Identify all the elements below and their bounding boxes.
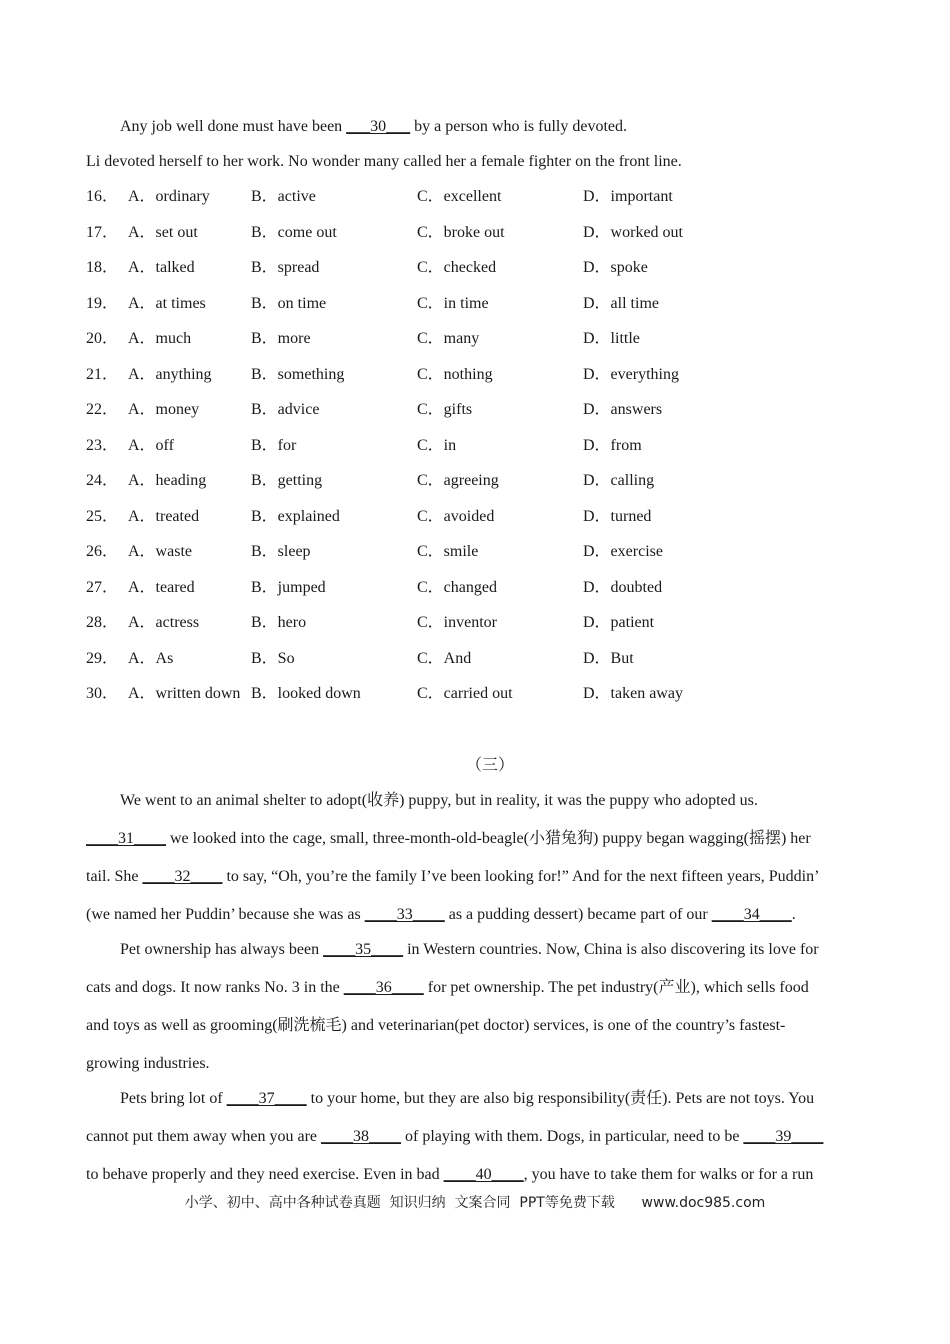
option-d: D．everything bbox=[583, 366, 679, 383]
option-a: A．ordinary bbox=[128, 188, 210, 205]
passage-line: We went to an animal shelter to adopt(收养) puppy, but in reality, it was the puppy who adopted us. bbox=[120, 792, 758, 809]
question-row bbox=[86, 507, 866, 527]
question-number: 26． bbox=[86, 543, 119, 560]
option-a: A．actress bbox=[128, 614, 200, 631]
text: in Western countries. Now, China is also discovering its love for bbox=[403, 941, 819, 958]
question-number: 16． bbox=[86, 188, 119, 205]
option-b: B．getting bbox=[251, 472, 323, 489]
option-c: C．gifts bbox=[417, 401, 473, 418]
option-c: C．in bbox=[417, 437, 457, 454]
blank-34: ____34____ bbox=[711, 906, 792, 923]
option-b: B．spread bbox=[251, 259, 320, 276]
section-title: （三） bbox=[465, 757, 514, 774]
option-d: D．turned bbox=[583, 508, 652, 525]
option-a: A．set out bbox=[128, 224, 198, 241]
text: by a person who is fully devoted. bbox=[410, 118, 628, 135]
option-d: D．worked out bbox=[583, 224, 683, 241]
option-c: C．carried out bbox=[417, 685, 513, 702]
passage-line bbox=[86, 1165, 813, 1185]
passage-line bbox=[86, 978, 809, 998]
question-row bbox=[86, 684, 866, 704]
option-d: D．all time bbox=[583, 295, 659, 312]
option-c: C．broke out bbox=[417, 224, 505, 241]
question-number: 21． bbox=[86, 366, 119, 383]
question-row bbox=[86, 649, 866, 669]
blank-33: ____33____ bbox=[364, 906, 445, 923]
option-d: D．important bbox=[583, 188, 673, 205]
question-number: 20． bbox=[86, 330, 119, 347]
option-b: B．come out bbox=[251, 224, 337, 241]
question-row bbox=[86, 578, 866, 598]
question-number: 19． bbox=[86, 295, 119, 312]
question-number: 29． bbox=[86, 650, 119, 667]
option-b: B．on time bbox=[251, 295, 327, 312]
blank-38: ____38____ bbox=[321, 1128, 402, 1145]
option-c: C．smile bbox=[417, 543, 479, 560]
option-b: B．looked down bbox=[251, 685, 361, 702]
option-d: D．answers bbox=[583, 401, 663, 418]
question-row bbox=[86, 471, 866, 491]
question-row bbox=[86, 258, 866, 278]
question-number: 28． bbox=[86, 614, 119, 631]
question-number: 25． bbox=[86, 508, 119, 525]
option-a: A．talked bbox=[128, 259, 195, 276]
option-d: D．exercise bbox=[583, 543, 663, 560]
question-number: 18． bbox=[86, 259, 119, 276]
option-d: D．calling bbox=[583, 472, 655, 489]
question-row bbox=[86, 542, 866, 562]
blank-37: ____37____ bbox=[226, 1090, 307, 1107]
option-b: B．for bbox=[251, 437, 297, 454]
option-b: B．more bbox=[251, 330, 311, 347]
option-c: C．checked bbox=[417, 259, 497, 276]
option-b: B．explained bbox=[251, 508, 340, 525]
option-c: C．And bbox=[417, 650, 472, 667]
option-b: B．something bbox=[251, 366, 345, 383]
blank-40: ____40____ bbox=[443, 1166, 524, 1183]
text: to your home, but they are also big responsibility(责任). Pets are not toys. You bbox=[306, 1090, 815, 1107]
footer-text: 小学、初中、高中各种试卷真题 知识归纳 文案合同 PPT等免费下载 bbox=[184, 1195, 615, 1211]
footer bbox=[0, 1192, 950, 1212]
option-b: B．sleep bbox=[251, 543, 311, 560]
question-row bbox=[86, 294, 866, 314]
question-row bbox=[86, 436, 866, 456]
blank-39: ____39____ bbox=[743, 1128, 824, 1145]
option-a: A．off bbox=[128, 437, 174, 454]
text: to say, “Oh, you’re the family I’ve been looking for!” And for the next fifteen years, Puddin’ bbox=[222, 868, 820, 885]
question-number: 24． bbox=[86, 472, 119, 489]
passage-line bbox=[120, 940, 819, 960]
question-row bbox=[86, 223, 866, 243]
option-d: D．from bbox=[583, 437, 642, 454]
text: of playing with them. Dogs, in particular, need to be bbox=[401, 1128, 744, 1145]
passage-line bbox=[120, 1089, 814, 1109]
blank-32: ____32____ bbox=[142, 868, 223, 885]
text: , you have to take them for walks or for a run bbox=[523, 1166, 814, 1183]
blank-35: ____35____ bbox=[323, 941, 404, 958]
text: as a pudding dessert) became part of our bbox=[444, 906, 712, 923]
option-a: A．waste bbox=[128, 543, 192, 560]
question-row bbox=[86, 329, 866, 349]
text: Pet ownership has always been bbox=[120, 941, 324, 958]
text: Pets bring lot of bbox=[120, 1090, 227, 1107]
passage-line bbox=[86, 829, 811, 849]
blank-31: ____31____ bbox=[86, 830, 166, 847]
passage-line: growing industries. bbox=[86, 1055, 210, 1072]
blank-36: ____36____ bbox=[343, 979, 424, 996]
option-a: A．teared bbox=[128, 579, 195, 596]
passage-line bbox=[86, 905, 796, 925]
intro-line-1 bbox=[120, 117, 627, 137]
text: tail. She bbox=[86, 868, 143, 885]
option-d: D．doubted bbox=[583, 579, 663, 596]
option-a: A．As bbox=[128, 650, 174, 667]
footer-link[interactable]: www.doc985.com bbox=[641, 1195, 766, 1211]
option-b: B．hero bbox=[251, 614, 307, 631]
text: we looked into the cage, small, three-month-old-beagle(小猎兔狗) puppy began wagging(摇摆) her bbox=[166, 830, 811, 847]
option-b: B．active bbox=[251, 188, 316, 205]
question-number: 22． bbox=[86, 401, 119, 418]
question-number: 23． bbox=[86, 437, 119, 454]
option-a: A．written down bbox=[128, 685, 241, 702]
option-a: A．treated bbox=[128, 508, 200, 525]
option-c: C．nothing bbox=[417, 366, 493, 383]
option-b: B．So bbox=[251, 650, 295, 667]
passage-line: and toys as well as grooming(刷洗梳毛) and veterinarian(pet doctor) services, is one of the country’s fastest- bbox=[86, 1017, 786, 1034]
question-row bbox=[86, 365, 866, 385]
option-d: D．patient bbox=[583, 614, 655, 631]
option-b: B．jumped bbox=[251, 579, 326, 596]
passage-line bbox=[86, 867, 819, 887]
question-row bbox=[86, 613, 866, 633]
option-a: A．at times bbox=[128, 295, 206, 312]
blank-30: ___30___ bbox=[346, 118, 411, 135]
option-c: C．many bbox=[417, 330, 480, 347]
option-d: D．little bbox=[583, 330, 640, 347]
passage-line bbox=[86, 1127, 823, 1147]
option-c: C．inventor bbox=[417, 614, 497, 631]
text: to behave properly and they need exercise. Even in bad bbox=[86, 1166, 444, 1183]
option-d: D．taken away bbox=[583, 685, 683, 702]
option-a: A．anything bbox=[128, 366, 212, 383]
text: cats and dogs. It now ranks No. 3 in the bbox=[86, 979, 344, 996]
question-number: 30． bbox=[86, 685, 119, 702]
question-number: 17． bbox=[86, 224, 119, 241]
text: for pet ownership. The pet industry(产业), which sells food bbox=[423, 979, 809, 996]
question-row bbox=[86, 187, 866, 207]
option-a: A．much bbox=[128, 330, 192, 347]
option-a: A．money bbox=[128, 401, 200, 418]
option-b: B．advice bbox=[251, 401, 320, 418]
text: (we named her Puddin’ because she was as bbox=[86, 906, 365, 923]
text: Any job well done must have been bbox=[120, 118, 347, 135]
option-c: C．avoided bbox=[417, 508, 495, 525]
option-c: C．in time bbox=[417, 295, 489, 312]
question-number: 27． bbox=[86, 579, 119, 596]
option-d: D．But bbox=[583, 650, 634, 667]
option-c: C．changed bbox=[417, 579, 497, 596]
intro-line-2: Li devoted herself to her work. No wonder many called her a female fighter on the front line. bbox=[86, 153, 682, 170]
question-row bbox=[86, 400, 866, 420]
text: . bbox=[791, 906, 796, 923]
option-d: D．spoke bbox=[583, 259, 648, 276]
option-c: C．excellent bbox=[417, 188, 502, 205]
option-a: A．heading bbox=[128, 472, 207, 489]
option-c: C．agreeing bbox=[417, 472, 499, 489]
text: cannot put them away when you are bbox=[86, 1128, 322, 1145]
